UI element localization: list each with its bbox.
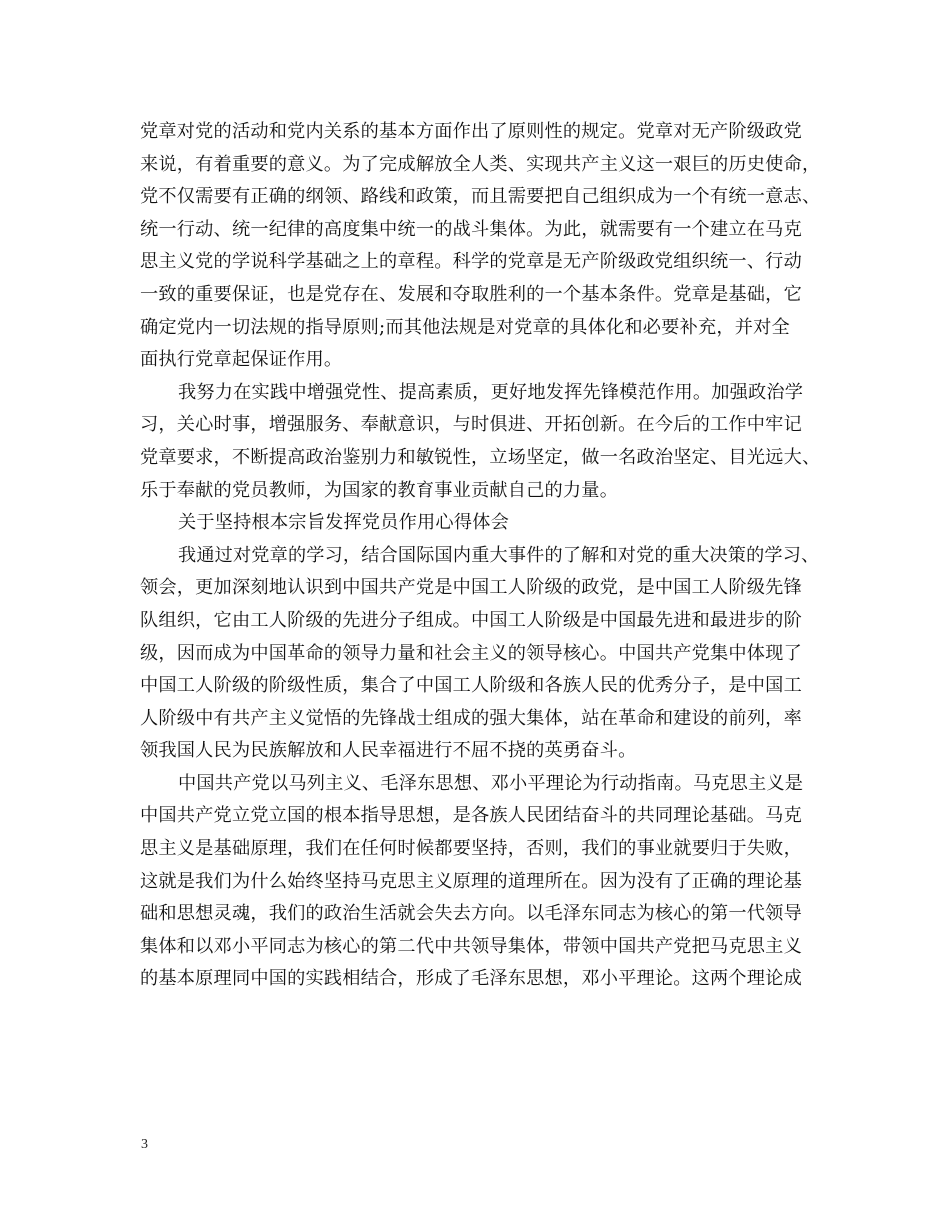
text-line: 领我国人民为民族解放和人民幸福进行不屈不挠的英勇奋斗。 — [140, 740, 637, 762]
text-line: 我通过对党章的学习，结合国际国内重大事件的了解和对党的重大决策的学习、 — [178, 544, 820, 566]
text-line: 人阶级中有共产主义觉悟的先锋战士组成的强大集体，站在革命和建设的前列，率 — [140, 707, 802, 729]
text-line: 统一行动、统一纪律的高度集中统一的战斗集体。为此，就需要有一个建立在马克 — [140, 218, 802, 240]
text-line: 面执行党章起保证作用。 — [140, 349, 343, 371]
text-line: 一致的重要保证，也是党存在、发展和夺取胜利的一个基本条件。党章是基础，它 — [140, 283, 802, 305]
text-line: 党不仅需要有正确的纲领、路线和政策，而且需要把自己组织成为一个有统一意志、 — [140, 186, 821, 208]
page-number: 3 — [141, 1137, 148, 1152]
text-line: 的基本原理同中国的实践相结合，形成了毛泽东思想，邓小平理论。这两个理论成 — [140, 968, 802, 990]
text-line: 队组织，它由工人阶级的先进分子组成。中国工人阶级是中国最先进和最进步的阶 — [140, 609, 802, 631]
text-line: 中国共产党立党立国的根本指导思想，是各族人民团结奋斗的共同理论基础。马克 — [140, 805, 802, 827]
text-line: 集体和以邓小平同志为核心的第二代中共领导集体，带领中国共产党把马克思主义 — [140, 935, 802, 957]
text-line: 乐于奉献的党员教师，为国家的教育事业贡献自己的力量。 — [140, 479, 619, 501]
text-line: 来说，有着重要的意义。为了完成解放全人类、实现共产主义这一艰巨的历史使命， — [140, 153, 821, 175]
text-line: 中国共产党以马列主义、毛泽东思想、邓小平理论为行动指南。马克思主义是 — [178, 772, 804, 794]
text-line: 领会，更加深刻地认识到中国共产党是中国工人阶级的政党，是中国工人阶级先锋 — [140, 577, 802, 599]
text-line: 关于坚持根本宗旨发挥党员作用心得体会 — [178, 512, 509, 534]
body-text — [140, 116, 820, 996]
text-line: 思主义党的学说科学基础之上的章程。科学的党章是无产阶级政党组织统一、行动 — [140, 251, 802, 273]
text-line: 习，关心时事，增强服务、奉献意识，与时俱进、开拓创新。在今后的工作中牢记 — [140, 414, 802, 436]
text-line: 党章对党的活动和党内关系的基本方面作出了原则性的规定。党章对无产阶级政党 — [140, 121, 802, 142]
text-line: 确定党内一切法规的指导原则;而其他法规是对党章的具体化和必要补充，并对全 — [140, 316, 790, 338]
text-line: 础和思想灵魂，我们的政治生活就会失去方向。以毛泽东同志为核心的第一代领导 — [140, 903, 802, 925]
text-line: 党章要求，不断提高政治鉴别力和敏锐性，立场坚定，做一名政治坚定、目光远大、 — [140, 446, 821, 468]
text-line: 这就是我们为什么始终坚持马克思主义原理的道理所在。因为没有了正确的理论基 — [140, 870, 802, 892]
text-line: 思主义是基础原理，我们在任何时候都要坚持，否则，我们的事业就要归于失败， — [140, 838, 802, 860]
text-line: 我努力在实践中增强党性、提高素质，更好地发挥先锋模范作用。加强政治学 — [178, 381, 804, 403]
text-line: 中国工人阶级的阶级性质，集合了中国工人阶级和各族人民的优秀分子，是中国工 — [140, 675, 802, 697]
text-line: 级，因而成为中国革命的领导力量和社会主义的领导核心。中国共产党集中体现了 — [140, 642, 802, 664]
